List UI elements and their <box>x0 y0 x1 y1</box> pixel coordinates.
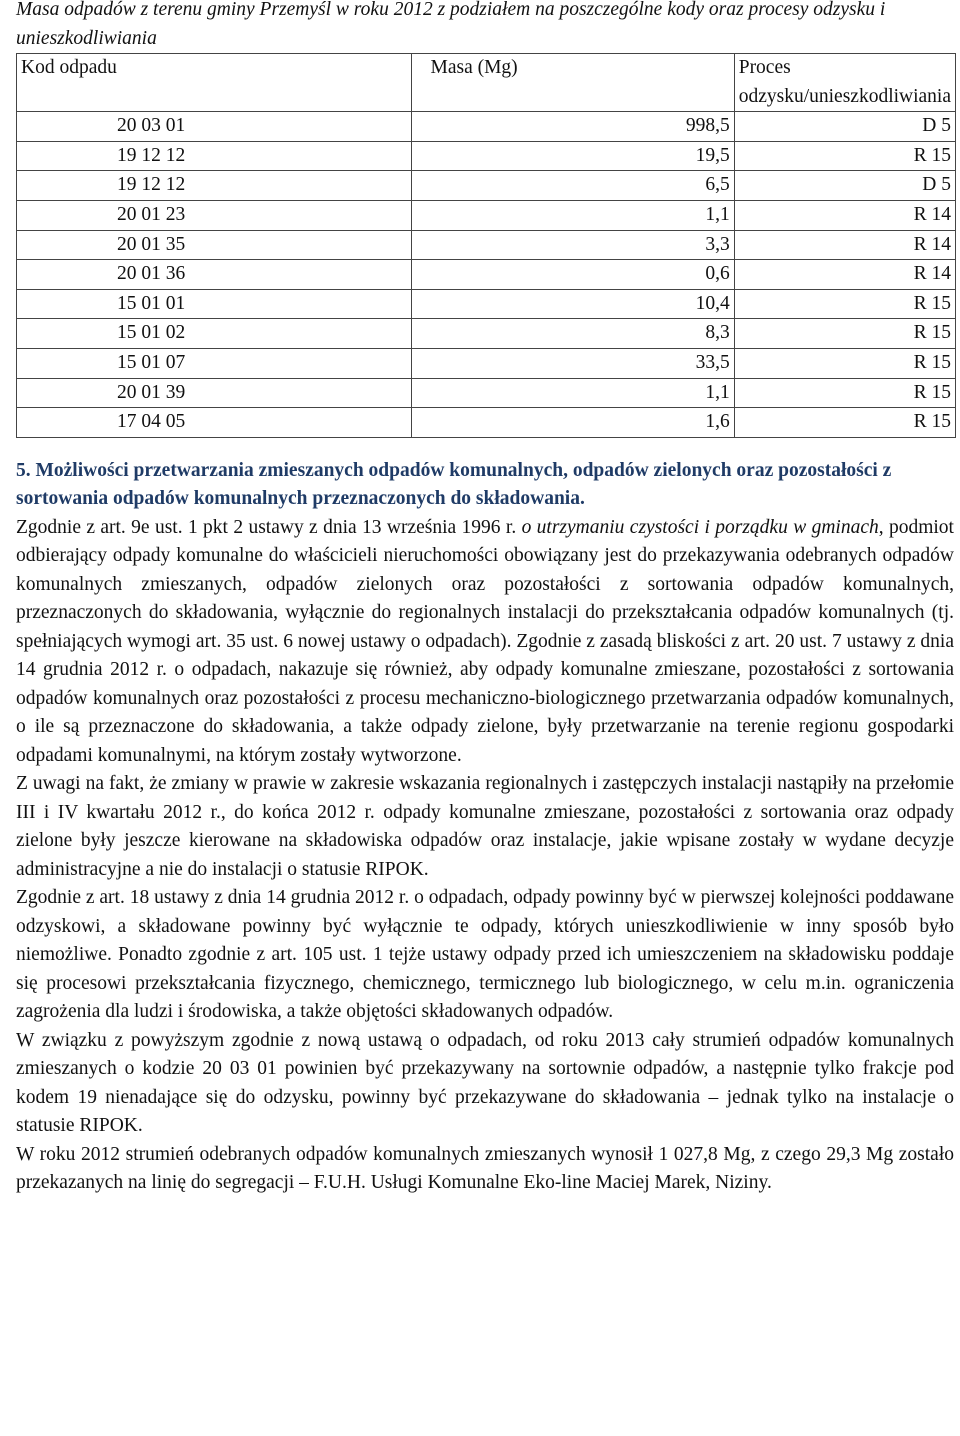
table-row <box>17 112 956 142</box>
header-proces: Proces odzysku/unieszkodliwiania <box>734 54 955 112</box>
cell-masa: 6,5 <box>412 171 734 201</box>
cell-kod: 17 04 05 <box>17 408 412 438</box>
cell-masa: 1,1 <box>412 200 734 230</box>
table-row <box>17 319 956 349</box>
table-caption: Masa odpadów z terenu gminy Przemyśl w roku 2012 z podziałem na poszczególne kody oraz procesy odzysku i unieszkodliwiania <box>16 0 886 49</box>
table-row <box>17 171 956 201</box>
cell-masa: 1,1 <box>412 378 734 408</box>
paragraph-1 <box>16 514 954 771</box>
cell-kod: 20 01 36 <box>17 260 412 290</box>
cell-masa: 1,6 <box>412 408 734 438</box>
paragraph-4: W związku z powyższym zgodnie z nową ustawą o odpadach, od roku 2013 cały strumień odpadów komunalnych zmieszanych o kodzie 20 03 01 powinien być przekazywany na sortownie odpadów, a następnie tylko frakcje pod kodem 19 nienadające się do odzysku, powinny być przekazywane do składowania – jednak tylko na instalacje o statusie RIPOK. <box>16 1029 954 1137</box>
waste-table <box>16 53 956 438</box>
cell-proces: R 14 <box>734 200 955 230</box>
cell-kod: 15 01 07 <box>17 348 412 378</box>
cell-kod: 20 01 23 <box>17 200 412 230</box>
p1-lead: Zgodnie z art. 9e ust. 1 pkt 2 ustawy z dnia 13 września 1996 r. <box>16 516 522 538</box>
cell-kod: 20 01 39 <box>17 378 412 408</box>
cell-kod: 20 03 01 <box>17 112 412 142</box>
cell-masa: 3,3 <box>412 230 734 260</box>
cell-masa: 19,5 <box>412 141 734 171</box>
cell-proces: R 14 <box>734 230 955 260</box>
cell-masa: 10,4 <box>412 289 734 319</box>
table-row <box>17 260 956 290</box>
cell-masa: 998,5 <box>412 112 734 142</box>
table-row <box>17 348 956 378</box>
table-row <box>17 141 956 171</box>
cell-proces: R 15 <box>734 319 955 349</box>
table-header-row <box>17 54 956 112</box>
paragraph-2: Z uwagi na fakt, że zmiany w prawie w zakresie wskazania regionalnych i zastępczych instalacji nastąpiły na przełomie III i IV kwartału 2012 r., do końca 2012 r. odpady komunalne zmieszane, pozostałości z sortowania oraz odpady zielone były jeszcze kierowane na składowiska odpadów oraz instalacje, jakie wpisane zostały w wydane decyzje administracyjne a nie do instalacji o statusie RIPOK. <box>16 773 954 880</box>
paragraph-3: Zgodnie z art. 18 ustawy z dnia 14 grudnia 2012 r. o odpadach, odpady powinny być w pierwszej kolejności poddawane odzyskowi, a składowane powinny być wyłącznie te odpady, których unieszkodliwienie w inny sposób było niemożliwe. Ponadto zgodnie z art. 105 ust. 1 tejże ustawy odpady przed ich umieszczeniem na składowisku poddaje się procesowi przekształcania fizycznego, chemicznego, termicznego lub biologicznego, w celu m.in. ograniczenia zagrożenia dla ludzi i środowiska, a także objętości składowanych odpadów. <box>16 887 954 1023</box>
table-row <box>17 378 956 408</box>
cell-proces: R 15 <box>734 141 955 171</box>
cell-proces: R 15 <box>734 408 955 438</box>
table-row <box>17 200 956 230</box>
cell-proces: D 5 <box>734 171 955 201</box>
p1-italic: o utrzymaniu czystości i porządku w gminach <box>521 516 879 538</box>
table-row <box>17 289 956 319</box>
cell-kod: 19 12 12 <box>17 141 412 171</box>
table-row <box>17 230 956 260</box>
paragraph-5: W roku 2012 strumień odebranych odpadów komunalnych zmieszanych wynosił 1 027,8 Mg, z czego 29,3 Mg zostało przekazanych na linię do segregacji – F.U.H. Usługi Komunalne Eko-line Maciej Marek, Niziny. <box>16 1143 954 1194</box>
cell-proces: R 15 <box>734 378 955 408</box>
cell-proces: R 15 <box>734 348 955 378</box>
header-kod: Kod odpadu <box>17 54 412 112</box>
section-heading: 5. Możliwości przetwarzania zmieszanych odpadów komunalnych, odpadów zielonych oraz pozostałości z sortowania odpadów komunalnych przeznaczonych do składowania. <box>16 459 892 510</box>
cell-kod: 20 01 35 <box>17 230 412 260</box>
cell-kod: 15 01 01 <box>17 289 412 319</box>
table-row <box>17 408 956 438</box>
cell-proces: R 14 <box>734 260 955 290</box>
cell-masa: 33,5 <box>412 348 734 378</box>
cell-masa: 0,6 <box>412 260 734 290</box>
cell-proces: R 15 <box>734 289 955 319</box>
cell-kod: 19 12 12 <box>17 171 412 201</box>
p1-rest: , podmiot odbierający odpady komunalne do właścicieli nieruchomości obowiązany jest do przekazywania odebranych odpadów komunalnych zmieszanych, odpadów zielonych oraz pozostałości z sortowania odpadów komunalnych, przeznaczonych do składowania, wyłącznie do regionalnych instalacji do przekształcania odpadów komunalnych (tj. spełniających wymogi art. 35 ust. 6 nowej ustawy o odpadach). Zgodnie z zasadą bliskości z art. 20 ust. 7 ustawy z dnia 14 grudnia 2012 r. o odpadach, nakazuje się również, aby odpady komunalne zmieszane, pozostałości z sortowania odpadów komunalnych oraz pozostałości z procesu mechaniczno-biologicznego przetwarzania odpadów komunalnych, o ile są przeznaczone do składowania, a także odpady zielone, były przetwarzanie na terenie regionu gospodarki odpadami komunalnymi, na którym zostały wytworzone. <box>16 516 954 766</box>
cell-kod: 15 01 02 <box>17 319 412 349</box>
header-masa: Masa (Mg) <box>412 54 734 112</box>
cell-proces: D 5 <box>734 112 955 142</box>
cell-masa: 8,3 <box>412 319 734 349</box>
